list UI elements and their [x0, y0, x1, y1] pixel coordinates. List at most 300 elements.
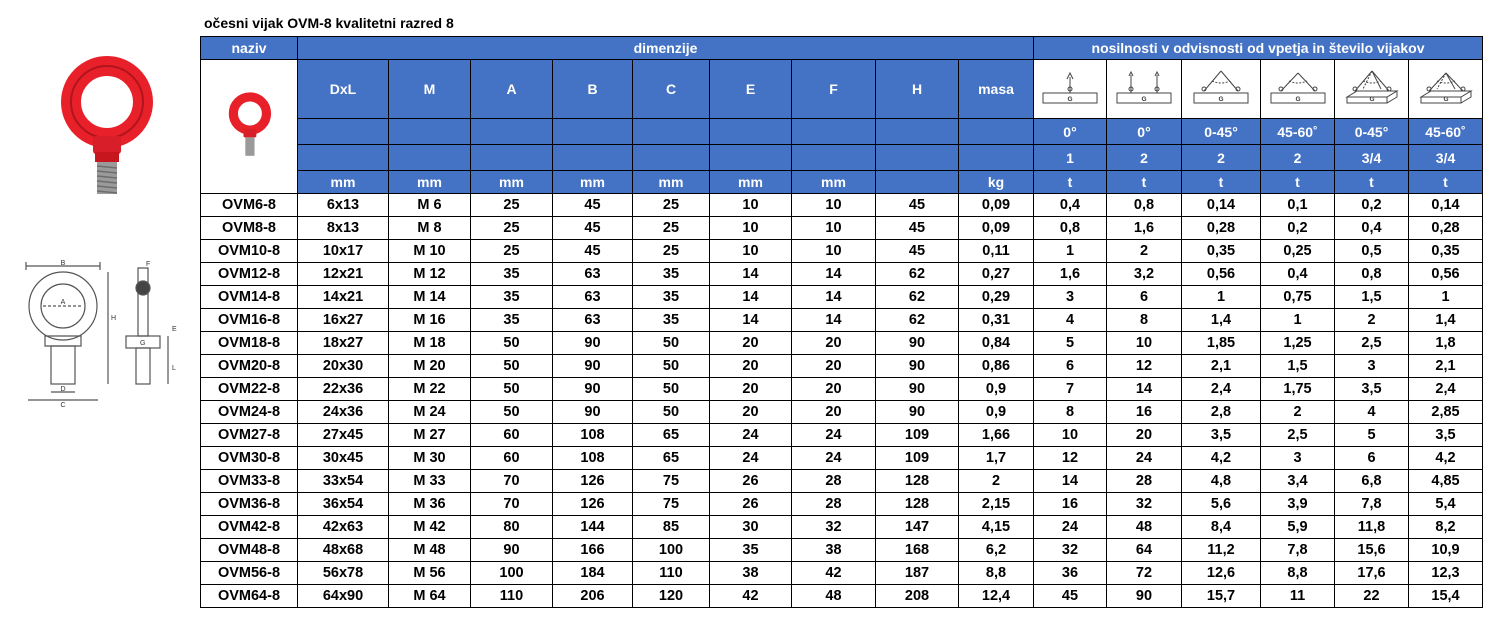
- table-cell: 6,2: [959, 539, 1034, 562]
- table-cell: 1,6: [1034, 263, 1107, 286]
- dim-label-f: F: [146, 261, 151, 268]
- table-cell: 22x36: [298, 378, 389, 401]
- table-cell: 0,29: [959, 286, 1034, 309]
- table-cell: 35: [633, 286, 710, 309]
- table-cell: 4: [1335, 401, 1409, 424]
- table-cell: 11,2: [1182, 539, 1261, 562]
- table-cell: 90: [553, 401, 633, 424]
- table-cell: 1: [1409, 286, 1483, 309]
- table-cell: M 36: [389, 493, 471, 516]
- table-cell: 0,8: [1335, 263, 1409, 286]
- table-cell: 120: [633, 585, 710, 608]
- table-cell: 26: [710, 493, 792, 516]
- column-spacer: [471, 145, 553, 171]
- table-cell: 35: [633, 263, 710, 286]
- table-cell: 62: [876, 286, 959, 309]
- table-cell: 20: [792, 401, 876, 424]
- table-cell: 12: [1034, 447, 1107, 470]
- table-cell: 0,09: [959, 194, 1034, 217]
- table-cell: 2: [1107, 240, 1182, 263]
- product-code: OVM56-8: [201, 562, 298, 585]
- table-cell: 42x63: [298, 516, 389, 539]
- table-row: [201, 424, 1483, 447]
- table-cell: 2,4: [1182, 378, 1261, 401]
- table-cell: 20: [792, 378, 876, 401]
- column-spacer: [792, 145, 876, 171]
- table-cell: 35: [471, 309, 553, 332]
- steep-multi-lift-icon: [1415, 67, 1477, 111]
- table-cell: 36: [1034, 562, 1107, 585]
- table-cell: M 14: [389, 286, 471, 309]
- table-cell: 168: [876, 539, 959, 562]
- table-cell: 38: [792, 539, 876, 562]
- load-config-cell: [1107, 60, 1182, 119]
- vertical-single-lift-icon: [1039, 67, 1101, 111]
- table-cell: 25: [633, 240, 710, 263]
- table-cell: 3,5: [1182, 424, 1261, 447]
- product-code: OVM24-8: [201, 401, 298, 424]
- table-cell: M 16: [389, 309, 471, 332]
- table-cell: 0,9: [959, 401, 1034, 424]
- table-cell: 20: [1107, 424, 1182, 447]
- table-cell: 20: [710, 355, 792, 378]
- table-cell: 208: [876, 585, 959, 608]
- product-code: OVM22-8: [201, 378, 298, 401]
- table-cell: 3,9: [1261, 493, 1335, 516]
- table-row: [201, 309, 1483, 332]
- svg-text:G: G: [1218, 96, 1224, 103]
- column-unit: mm: [792, 171, 876, 194]
- table-cell: 12x21: [298, 263, 389, 286]
- header-dimenzije: dimenzije: [298, 37, 1034, 60]
- table-cell: 14: [792, 309, 876, 332]
- product-code: OVM18-8: [201, 332, 298, 355]
- table-cell: 12,4: [959, 585, 1034, 608]
- table-cell: 28: [792, 470, 876, 493]
- table-row: [201, 355, 1483, 378]
- table-cell: 0,25: [1261, 240, 1335, 263]
- table-cell: 14: [710, 263, 792, 286]
- table-cell: 7: [1034, 378, 1107, 401]
- table-cell: 12,3: [1409, 562, 1483, 585]
- table-cell: 0,09: [959, 217, 1034, 240]
- dim-label-c: C: [60, 402, 66, 408]
- column-header-3: B: [553, 60, 633, 119]
- table-cell: 6: [1034, 355, 1107, 378]
- table-cell: 1: [1182, 286, 1261, 309]
- column-spacer: [959, 145, 1034, 171]
- table-cell: 90: [1107, 585, 1182, 608]
- table-cell: 65: [633, 447, 710, 470]
- table-cell: 10: [1034, 424, 1107, 447]
- table-cell: 63: [553, 286, 633, 309]
- dim-label-l: L: [172, 365, 176, 372]
- table-cell: 28: [792, 493, 876, 516]
- table-cell: 20: [710, 401, 792, 424]
- table-cell: M 56: [389, 562, 471, 585]
- product-code: OVM8-8: [201, 217, 298, 240]
- dim-label-h: H: [111, 315, 117, 322]
- product-code: OVM30-8: [201, 447, 298, 470]
- column-header-7: H: [876, 60, 959, 119]
- dim-label-a: A: [60, 299, 66, 306]
- column-unit: mm: [298, 171, 389, 194]
- table-cell: M 42: [389, 516, 471, 539]
- table-cell: 12: [1107, 355, 1182, 378]
- table-cell: 0,8: [1107, 194, 1182, 217]
- product-code: OVM20-8: [201, 355, 298, 378]
- table-cell: 6: [1335, 447, 1409, 470]
- table-cell: 64: [1107, 539, 1182, 562]
- table-cell: 62: [876, 309, 959, 332]
- table-cell: 50: [633, 401, 710, 424]
- table-cell: 8,8: [959, 562, 1034, 585]
- column-header-4: C: [633, 60, 710, 119]
- table-cell: 6,8: [1335, 470, 1409, 493]
- table-cell: 0,86: [959, 355, 1034, 378]
- table-cell: 10: [710, 194, 792, 217]
- table-cell: 2: [1335, 309, 1409, 332]
- table-cell: 14: [1107, 378, 1182, 401]
- table-cell: M 20: [389, 355, 471, 378]
- table-cell: 10: [1107, 332, 1182, 355]
- table-cell: 2,5: [1335, 332, 1409, 355]
- table-cell: 50: [471, 332, 553, 355]
- table-cell: 20: [792, 332, 876, 355]
- table-row: [201, 286, 1483, 309]
- table-cell: 25: [633, 217, 710, 240]
- table-cell: 27x45: [298, 424, 389, 447]
- table-cell: 0,2: [1261, 217, 1335, 240]
- load-angle: 45-60˚: [1409, 119, 1483, 145]
- table-cell: 4: [1034, 309, 1107, 332]
- table-cell: 1,75: [1261, 378, 1335, 401]
- load-config-cell: [1335, 60, 1409, 119]
- table-cell: 50: [633, 332, 710, 355]
- table-cell: 24: [792, 447, 876, 470]
- table-cell: 7,8: [1335, 493, 1409, 516]
- table-cell: M 30: [389, 447, 471, 470]
- table-cell: 42: [710, 585, 792, 608]
- table-cell: 7,8: [1261, 539, 1335, 562]
- product-code: OVM48-8: [201, 539, 298, 562]
- table-cell: 18x27: [298, 332, 389, 355]
- table-cell: 187: [876, 562, 959, 585]
- table-cell: 15,6: [1335, 539, 1409, 562]
- table-cell: 20x30: [298, 355, 389, 378]
- column-header-2: A: [471, 60, 553, 119]
- column-spacer: [633, 145, 710, 171]
- table-cell: M 18: [389, 332, 471, 355]
- dim-label-g: G: [140, 340, 146, 347]
- table-cell: M 10: [389, 240, 471, 263]
- table-cell: 20: [710, 378, 792, 401]
- product-code: OVM42-8: [201, 516, 298, 539]
- table-cell: 0,35: [1182, 240, 1261, 263]
- header-nosilnosti: nosilnosti v odvisnosti od vpetja in število vijakov: [1034, 37, 1483, 60]
- table-cell: 0,4: [1335, 217, 1409, 240]
- column-header-8: masa: [959, 60, 1034, 119]
- table-cell: 50: [633, 355, 710, 378]
- table-cell: 25: [471, 194, 553, 217]
- table-cell: 8,2: [1409, 516, 1483, 539]
- table-cell: 50: [471, 378, 553, 401]
- table-cell: 90: [876, 355, 959, 378]
- table-cell: 3,4: [1261, 470, 1335, 493]
- table-cell: 28: [1107, 470, 1182, 493]
- table-cell: M 6: [389, 194, 471, 217]
- table-row: [201, 516, 1483, 539]
- table-cell: 2,5: [1261, 424, 1335, 447]
- eyebolt-thumbnail-icon: [226, 86, 272, 164]
- load-unit: t: [1182, 171, 1261, 194]
- vertical-double-lift-icon: [1113, 67, 1175, 111]
- table-cell: 10x17: [298, 240, 389, 263]
- load-angle: 45-60˚: [1261, 119, 1335, 145]
- table-cell: 70: [471, 493, 553, 516]
- table-cell: 45: [553, 240, 633, 263]
- table-cell: 75: [633, 470, 710, 493]
- table-cell: 11: [1261, 585, 1335, 608]
- column-spacer: [710, 145, 792, 171]
- table-cell: 45: [876, 217, 959, 240]
- table-cell: 90: [553, 355, 633, 378]
- table-cell: 5,6: [1182, 493, 1261, 516]
- table-cell: 4,8: [1182, 470, 1261, 493]
- table-cell: 8: [1107, 309, 1182, 332]
- table-cell: 206: [553, 585, 633, 608]
- table-cell: 3,2: [1107, 263, 1182, 286]
- table-cell: 109: [876, 424, 959, 447]
- column-spacer: [389, 119, 471, 145]
- table-cell: 42: [792, 562, 876, 585]
- table-cell: 126: [553, 493, 633, 516]
- product-code: OVM64-8: [201, 585, 298, 608]
- table-cell: 30: [710, 516, 792, 539]
- table-cell: 1,5: [1335, 286, 1409, 309]
- table-cell: 14: [1034, 470, 1107, 493]
- table-cell: 1: [1034, 240, 1107, 263]
- table-cell: 2,85: [1409, 401, 1483, 424]
- table-cell: 26: [710, 470, 792, 493]
- table-cell: 126: [553, 470, 633, 493]
- product-code: OVM36-8: [201, 493, 298, 516]
- table-cell: 0,8: [1034, 217, 1107, 240]
- load-config-cell: [1182, 60, 1261, 119]
- table-cell: 15,4: [1409, 585, 1483, 608]
- table-row: [201, 240, 1483, 263]
- table-cell: 10: [792, 194, 876, 217]
- table-cell: 6x13: [298, 194, 389, 217]
- table-cell: 5: [1034, 332, 1107, 355]
- table-cell: 45: [1034, 585, 1107, 608]
- table-cell: 0,56: [1182, 263, 1261, 286]
- table-cell: 108: [553, 424, 633, 447]
- table-row: [201, 194, 1483, 217]
- table-cell: 90: [876, 332, 959, 355]
- column-spacer: [389, 145, 471, 171]
- table-cell: 1,5: [1261, 355, 1335, 378]
- table-cell: 48x68: [298, 539, 389, 562]
- column-spacer: [471, 119, 553, 145]
- table-cell: 14: [792, 263, 876, 286]
- column-unit: [876, 171, 959, 194]
- table-cell: 8,4: [1182, 516, 1261, 539]
- table-cell: 2,4: [1409, 378, 1483, 401]
- table-cell: 45: [553, 217, 633, 240]
- table-cell: 4,2: [1182, 447, 1261, 470]
- product-code: OVM10-8: [201, 240, 298, 263]
- table-cell: 128: [876, 470, 959, 493]
- table-cell: 64x90: [298, 585, 389, 608]
- table-cell: 0,14: [1409, 194, 1483, 217]
- load-unit: t: [1335, 171, 1409, 194]
- column-unit: mm: [471, 171, 553, 194]
- angled-double-lift-icon: [1190, 67, 1252, 111]
- table-cell: 1,4: [1409, 309, 1483, 332]
- table-cell: 63: [553, 263, 633, 286]
- eyebolt-thumbnail: [201, 60, 298, 194]
- load-angle: 0-45°: [1335, 119, 1409, 145]
- table-cell: 3: [1335, 355, 1409, 378]
- table-cell: 14: [710, 286, 792, 309]
- table-cell: 35: [471, 263, 553, 286]
- table-cell: 32: [1034, 539, 1107, 562]
- table-cell: 2,15: [959, 493, 1034, 516]
- table-cell: 10: [710, 240, 792, 263]
- product-code: OVM12-8: [201, 263, 298, 286]
- column-spacer: [298, 119, 389, 145]
- table-row: [201, 447, 1483, 470]
- table-cell: 1,85: [1182, 332, 1261, 355]
- column-spacer: [710, 119, 792, 145]
- column-spacer: [876, 145, 959, 171]
- dim-label-e: E: [172, 326, 177, 333]
- table-cell: 24: [710, 447, 792, 470]
- table-cell: 2,1: [1409, 355, 1483, 378]
- table-cell: M 64: [389, 585, 471, 608]
- svg-text:G: G: [1294, 96, 1301, 103]
- table-cell: 184: [553, 562, 633, 585]
- table-cell: 24: [1034, 516, 1107, 539]
- angled-multi-lift-icon: [1341, 67, 1403, 111]
- table-cell: 147: [876, 516, 959, 539]
- product-code: OVM16-8: [201, 309, 298, 332]
- table-cell: M 22: [389, 378, 471, 401]
- table-cell: 0,31: [959, 309, 1034, 332]
- table-cell: 100: [471, 562, 553, 585]
- column-spacer: [633, 119, 710, 145]
- table-cell: 90: [553, 378, 633, 401]
- column-unit: mm: [633, 171, 710, 194]
- table-row: [201, 378, 1483, 401]
- table-cell: 65: [633, 424, 710, 447]
- table-cell: 1,6: [1107, 217, 1182, 240]
- column-header-1: M: [389, 60, 471, 119]
- product-code: OVM33-8: [201, 470, 298, 493]
- table-cell: 110: [633, 562, 710, 585]
- table-cell: 144: [553, 516, 633, 539]
- table-cell: 4,15: [959, 516, 1034, 539]
- table-cell: 35: [710, 539, 792, 562]
- table-cell: 24: [1107, 447, 1182, 470]
- table-cell: 33x54: [298, 470, 389, 493]
- table-cell: 32: [792, 516, 876, 539]
- svg-text:G: G: [1368, 96, 1375, 103]
- table-cell: 0,5: [1335, 240, 1409, 263]
- table-cell: 90: [471, 539, 553, 562]
- table-cell: 10: [792, 240, 876, 263]
- table-cell: 80: [471, 516, 553, 539]
- product-code: OVM6-8: [201, 194, 298, 217]
- column-header-0: DxL: [298, 60, 389, 119]
- table-cell: 8: [1034, 401, 1107, 424]
- table-cell: 60: [471, 447, 553, 470]
- table-cell: 56x78: [298, 562, 389, 585]
- table-cell: 16: [1107, 401, 1182, 424]
- table-cell: 1,8: [1409, 332, 1483, 355]
- table-cell: 8x13: [298, 217, 389, 240]
- table-cell: 1: [1261, 309, 1335, 332]
- table-cell: 110: [471, 585, 553, 608]
- table-cell: 90: [553, 332, 633, 355]
- table-cell: 2,1: [1182, 355, 1261, 378]
- table-cell: M 48: [389, 539, 471, 562]
- table-cell: 0,27: [959, 263, 1034, 286]
- table-cell: 4,85: [1409, 470, 1483, 493]
- table-cell: 0,2: [1335, 194, 1409, 217]
- table-cell: 20: [710, 332, 792, 355]
- eyebolt-photo: [55, 52, 155, 202]
- table-cell: 5,9: [1261, 516, 1335, 539]
- table-cell: 14x21: [298, 286, 389, 309]
- table-row: [201, 585, 1483, 608]
- table-cell: 0,35: [1409, 240, 1483, 263]
- table-cell: 0,28: [1409, 217, 1483, 240]
- table-cell: 14: [792, 286, 876, 309]
- table-cell: 1,7: [959, 447, 1034, 470]
- table-cell: 6: [1107, 286, 1182, 309]
- table-cell: 24x36: [298, 401, 389, 424]
- load-config-cell: [1409, 60, 1483, 119]
- bolt-count: 2: [1182, 145, 1261, 171]
- column-header-5: E: [710, 60, 792, 119]
- table-cell: 11,8: [1335, 516, 1409, 539]
- column-spacer: [959, 119, 1034, 145]
- load-unit: t: [1409, 171, 1483, 194]
- table-cell: 108: [553, 447, 633, 470]
- svg-text:G: G: [1067, 96, 1073, 103]
- table-cell: 16x27: [298, 309, 389, 332]
- page-title: očesni vijak OVM-8 kvalitetni razred 8: [204, 15, 454, 31]
- load-config-cell: [1034, 60, 1107, 119]
- load-config-cell: [1261, 60, 1335, 119]
- steep-double-lift-icon: [1267, 67, 1329, 111]
- table-cell: 100: [633, 539, 710, 562]
- load-angle: 0°: [1034, 119, 1107, 145]
- table-cell: 70: [471, 470, 553, 493]
- table-row: [201, 470, 1483, 493]
- table-cell: M 8: [389, 217, 471, 240]
- table-row: [201, 493, 1483, 516]
- column-unit: mm: [710, 171, 792, 194]
- svg-text:G: G: [1442, 96, 1449, 103]
- table-cell: 12,6: [1182, 562, 1261, 585]
- table-cell: 75: [633, 493, 710, 516]
- table-cell: 0,11: [959, 240, 1034, 263]
- column-spacer: [876, 119, 959, 145]
- table-cell: 3: [1034, 286, 1107, 309]
